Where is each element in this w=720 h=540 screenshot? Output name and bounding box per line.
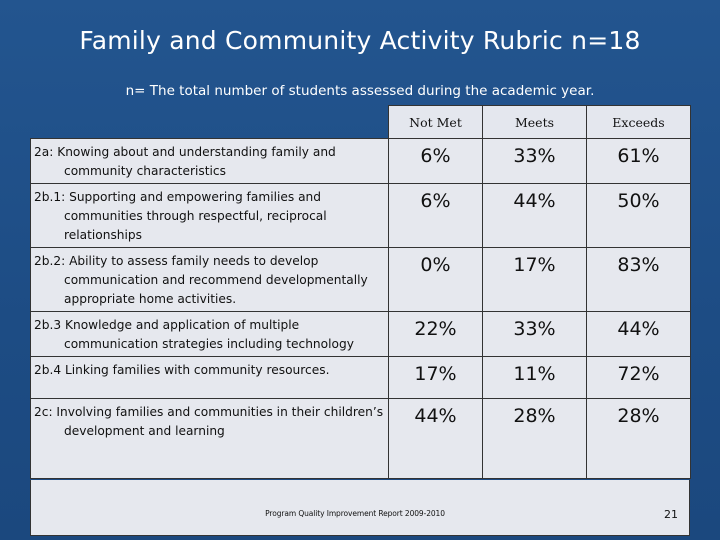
cell-exceeds: 72% bbox=[587, 357, 691, 399]
row-label bbox=[31, 357, 389, 399]
rubric-table bbox=[30, 105, 691, 479]
cell-exceeds: 61% bbox=[587, 139, 691, 184]
page-number: 21 bbox=[664, 508, 678, 521]
table-row bbox=[31, 357, 691, 399]
row-label bbox=[31, 248, 389, 312]
row-label-text: 2b.3 Knowledge and application of multiple communication strategies including technology bbox=[34, 318, 354, 351]
row-label bbox=[31, 312, 389, 357]
column-header-exceeds: Exceeds bbox=[587, 106, 691, 139]
cell-not-met: 22% bbox=[389, 312, 483, 357]
table-row bbox=[31, 184, 691, 248]
table-row bbox=[31, 399, 691, 479]
slide-title: Family and Community Activity Rubric n=18 bbox=[79, 26, 641, 55]
row-label bbox=[31, 399, 389, 479]
table-bottom-padding bbox=[30, 480, 690, 536]
cell-meets: 28% bbox=[483, 399, 587, 479]
row-label-text: 2a: Knowing about and understanding family and community characteristics bbox=[34, 145, 336, 178]
cell-not-met: 0% bbox=[389, 248, 483, 312]
cell-meets: 44% bbox=[483, 184, 587, 248]
column-header-meets: Meets bbox=[483, 106, 587, 139]
table-row bbox=[31, 248, 691, 312]
cell-exceeds: 44% bbox=[587, 312, 691, 357]
column-header-not-met: Not Met bbox=[389, 106, 483, 139]
slide-subtitle: n= The total number of students assessed during the academic year. bbox=[125, 83, 595, 99]
row-label bbox=[31, 184, 389, 248]
cell-not-met: 44% bbox=[389, 399, 483, 479]
table-header-row bbox=[31, 106, 691, 139]
cell-not-met: 6% bbox=[389, 184, 483, 248]
cell-exceeds: 83% bbox=[587, 248, 691, 312]
row-label-text: 2b.4 Linking families with community resources. bbox=[34, 363, 330, 377]
cell-exceeds: 50% bbox=[587, 184, 691, 248]
footer-text: Program Quality Improvement Report 2009-2010 bbox=[265, 509, 445, 518]
row-label bbox=[31, 139, 389, 184]
row-label-text: 2b.1: Supporting and empowering families and communities through respectful, reciprocal relationships bbox=[34, 190, 327, 242]
cell-meets: 33% bbox=[483, 312, 587, 357]
table-row bbox=[31, 139, 691, 184]
header-blank-cell bbox=[31, 106, 389, 139]
cell-meets: 33% bbox=[483, 139, 587, 184]
cell-meets: 11% bbox=[483, 357, 587, 399]
cell-exceeds: 28% bbox=[587, 399, 691, 479]
cell-not-met: 6% bbox=[389, 139, 483, 184]
row-label-text: 2b.2: Ability to assess family needs to develop communication and recommend developmentally appropriate home activities. bbox=[34, 254, 368, 306]
cell-not-met: 17% bbox=[389, 357, 483, 399]
cell-meets: 17% bbox=[483, 248, 587, 312]
row-label-text: 2c: Involving families and communities in their children’s development and learning bbox=[34, 405, 384, 438]
table-row bbox=[31, 312, 691, 357]
